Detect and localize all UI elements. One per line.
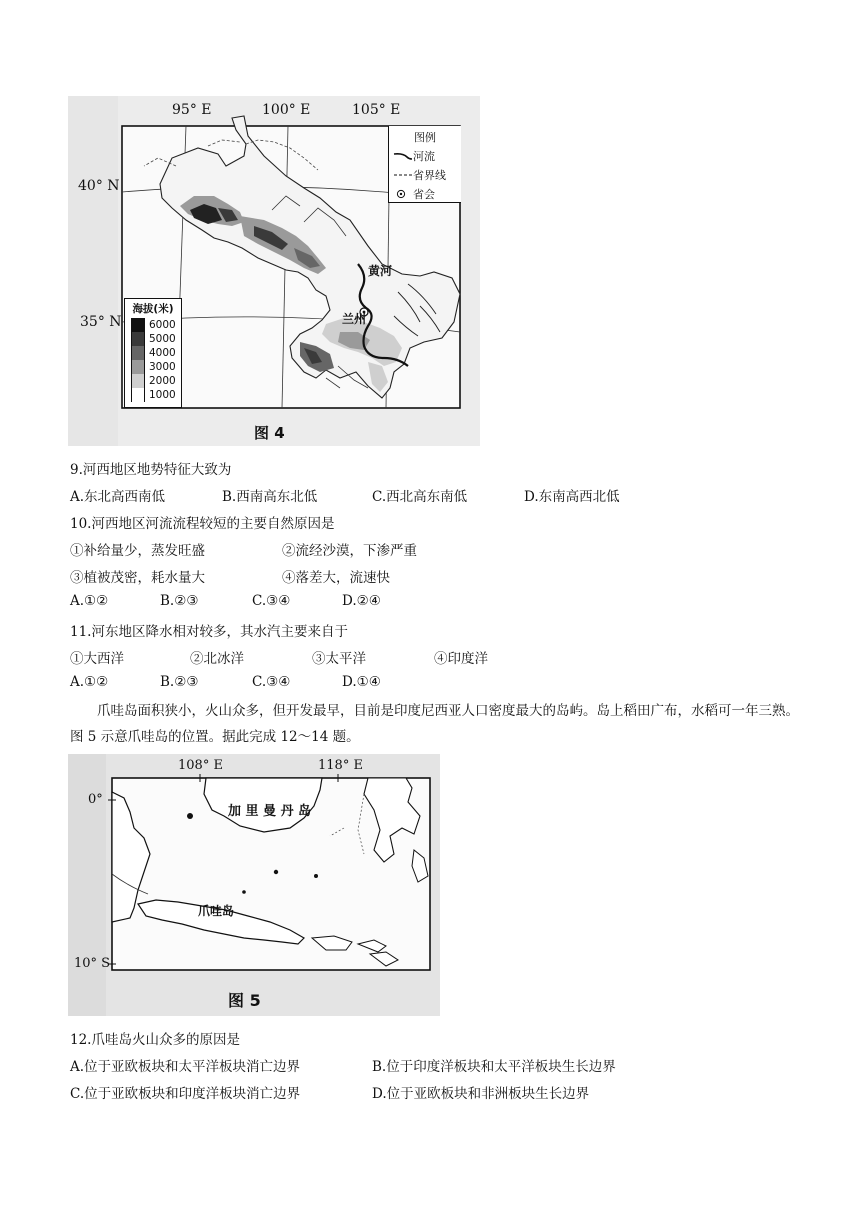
q10-statement-1: ①补给量少，蒸发旺盛 — [70, 543, 205, 559]
q11-statement-1: ①大西洋 — [70, 651, 124, 667]
map-legend — [388, 126, 461, 203]
q10-statement-2: ②流经沙漠，下渗严重 — [282, 543, 417, 559]
lat-label-35: 35° N — [80, 314, 122, 330]
q11-option-d: D.①④ — [342, 674, 381, 690]
elevation-swatch — [131, 360, 145, 374]
legend-item-boundary: 省界线 — [393, 167, 461, 183]
legend-title: 图例 — [414, 131, 436, 144]
elevation-swatch — [131, 332, 145, 346]
elevation-level-3000 — [131, 360, 181, 374]
figure-5-caption: 图 5 — [228, 991, 261, 1010]
question-12-stem: 12.爪哇岛火山众多的原因是 — [70, 1032, 240, 1048]
lon-label-105: 105° E — [352, 102, 401, 118]
q11-option-c: C.③④ — [252, 674, 291, 690]
q10-option-c: C.③④ — [252, 593, 291, 609]
fig5-lat-label-0: 0° — [88, 792, 103, 807]
elevation-value: 1000 — [149, 389, 176, 401]
figure-4-caption: 图 4 — [254, 424, 285, 442]
q12-option-a: A.位于亚欧板块和太平洋板块消亡边界 — [70, 1059, 301, 1075]
elevation-level-6000 — [131, 318, 181, 332]
q11-statement-2: ②北冰洋 — [190, 651, 244, 667]
elevation-value: 5000 — [149, 333, 176, 345]
fig5-lon-label-108: 108° E — [178, 758, 223, 773]
elevation-level-2000 — [131, 374, 181, 388]
q9-option-d: D.东南高西北低 — [524, 489, 620, 505]
q10-option-b: B.②③ — [160, 593, 199, 609]
question-10-stem: 10.河西地区河流流程较短的主要自然原因是 — [70, 516, 335, 532]
java-passage: 爪哇岛面积狭小，火山众多，但开发最早，目前是印度尼西亚人口密度最大的岛屿。岛上稻田广布，水稻可一年三熟。图 5 示意爪哇岛的位置。据此完成 12～14 题。 — [70, 703, 799, 745]
question-9-stem: 9.河西地区地势特征大致为 — [70, 462, 232, 478]
q12-option-d: D.位于亚欧板块和非洲板块生长边界 — [372, 1086, 590, 1102]
q11-statement-3: ③太平洋 — [312, 651, 366, 667]
figure-4-map — [68, 96, 480, 446]
elevation-swatch — [131, 318, 145, 332]
elevation-level-5000 — [131, 332, 181, 346]
q10-statement-3: ③植被茂密，耗水量大 — [70, 570, 205, 586]
question-11-stem: 11.河东地区降水相对较多，其水汽主要来自于 — [70, 624, 348, 640]
q12-option-b: B.位于印度洋板块和太平洋板块生长边界 — [372, 1059, 616, 1075]
yellow-river-label: 黄河 — [368, 264, 393, 278]
q11-option-b: B.②③ — [160, 674, 199, 690]
province-boundary-icon — [393, 170, 413, 180]
elevation-swatch — [131, 374, 145, 388]
river-line-icon — [393, 151, 413, 161]
figure-5-map — [68, 754, 440, 1016]
q11-statement-4: ④印度洋 — [434, 651, 488, 667]
q9-option-c: C.西北高东南低 — [372, 489, 468, 505]
elevation-value: 4000 — [149, 347, 176, 359]
lon-label-95: 95° E — [172, 102, 212, 118]
elevation-level-1000 — [131, 388, 181, 402]
elevation-swatch — [131, 346, 145, 360]
elevation-value: 2000 — [149, 375, 176, 387]
q10-statement-4: ④落差大，流速快 — [282, 570, 390, 586]
q9-option-a: A.东北高西南低 — [70, 489, 166, 505]
elevation-key — [124, 298, 182, 408]
fig5-lat-label-10s: 10° S — [74, 956, 111, 971]
lat-label-40: 40° N — [78, 178, 120, 194]
q12-option-c: C.位于亚欧板块和印度洋板块消亡边界 — [70, 1086, 301, 1102]
q9-option-b: B.西南高东北低 — [222, 489, 318, 505]
legend-item-river: 河流 — [393, 148, 461, 164]
legend-item-capital: 省会 — [393, 186, 461, 202]
kalimantan-label: 加 里 曼 丹 岛 — [228, 804, 312, 819]
lon-label-100: 100° E — [262, 102, 311, 118]
elevation-swatch — [131, 388, 145, 402]
lanzhou-label: 兰州 — [342, 312, 367, 326]
q10-option-d: D.②④ — [342, 593, 381, 609]
elevation-value: 3000 — [149, 361, 176, 373]
fig5-lon-label-118: 118° E — [318, 758, 363, 773]
capital-circle-icon — [393, 189, 413, 199]
elevation-level-4000 — [131, 346, 181, 360]
elevation-title: 海拔(米) — [132, 303, 174, 315]
q11-option-a: A.①② — [70, 674, 109, 690]
q10-option-a: A.①② — [70, 593, 109, 609]
java-label: 爪哇岛 — [198, 904, 235, 918]
elevation-value: 6000 — [149, 319, 176, 331]
